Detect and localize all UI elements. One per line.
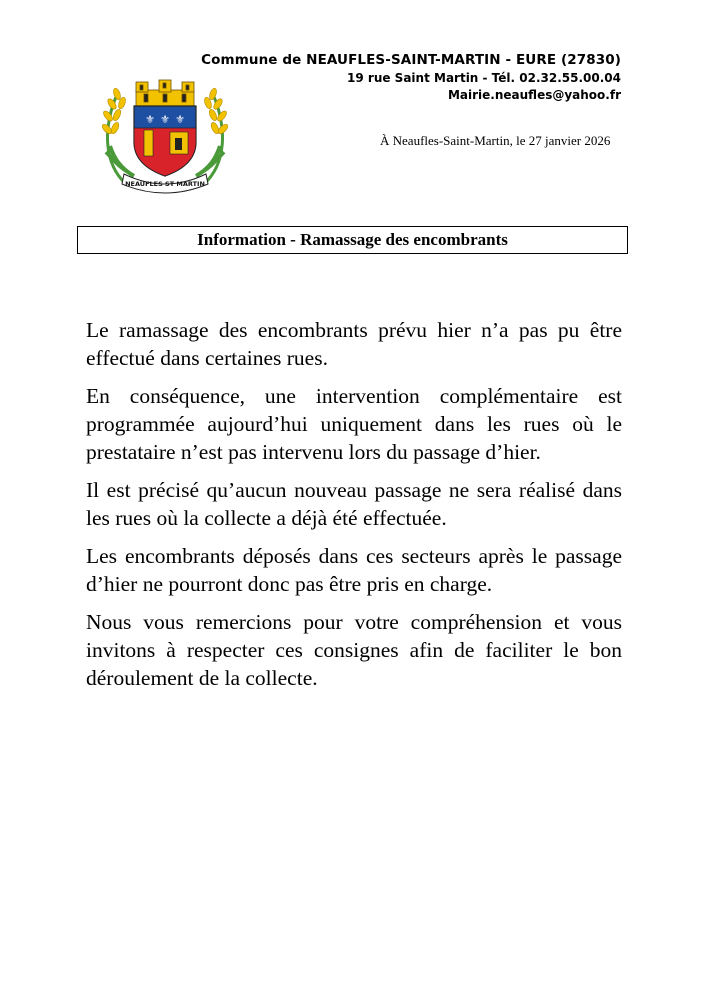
notice-title: Information - Ramassage des encombrants bbox=[77, 226, 628, 254]
body-paragraph: Nous vous remercions pour votre compréhension et vous invitons à respecter ces consignes afin de faciliter le bon déroulement de la collecte. bbox=[86, 610, 622, 690]
shield bbox=[134, 106, 196, 176]
body-paragraph: Le ramassage des encombrants prévu hier n’a pas pu être effectué dans certaines rues. bbox=[86, 318, 622, 370]
date-place-line: À Neaufles-Saint-Martin, le 27 janvier 2026 bbox=[380, 133, 611, 148]
svg-text:⚜: ⚜ bbox=[175, 113, 185, 126]
body-paragraph: En conséquence, une intervention complémentaire est programmée aujourd’hui uniquement dans les rues où le prestataire n’est pas intervenu lors du passage d’hier. bbox=[86, 384, 622, 464]
svg-text:⚜: ⚜ bbox=[145, 113, 155, 126]
notice-body bbox=[86, 316, 622, 702]
address-phone: 19 rue Saint Martin - Tél. 02.32.55.00.04 bbox=[347, 71, 621, 85]
mural-crown bbox=[136, 80, 194, 106]
wheat-branch-left bbox=[101, 87, 134, 184]
coat-of-arms-icon bbox=[100, 76, 230, 198]
body-paragraph: Les encombrants déposés dans ces secteurs après le passage d’hier ne pourront donc pas être pris en charge. bbox=[86, 544, 622, 596]
body-paragraph: Il est précisé qu’aucun nouveau passage ne sera réalisé dans les rues où la collecte a déjà été effectuée. bbox=[86, 478, 622, 530]
crest-banner-text: NEAUFLES ST MARTIN bbox=[125, 180, 205, 188]
svg-text:⚜: ⚜ bbox=[160, 113, 170, 126]
commune-name: Commune de NEAUFLES-SAINT-MARTIN - EURE (27830) bbox=[201, 52, 621, 68]
wheat-branch-right bbox=[196, 87, 229, 184]
letterhead bbox=[201, 51, 621, 104]
email-address: Mairie.neaufles@yahoo.fr bbox=[447, 88, 621, 102]
crest-banner bbox=[122, 174, 208, 193]
